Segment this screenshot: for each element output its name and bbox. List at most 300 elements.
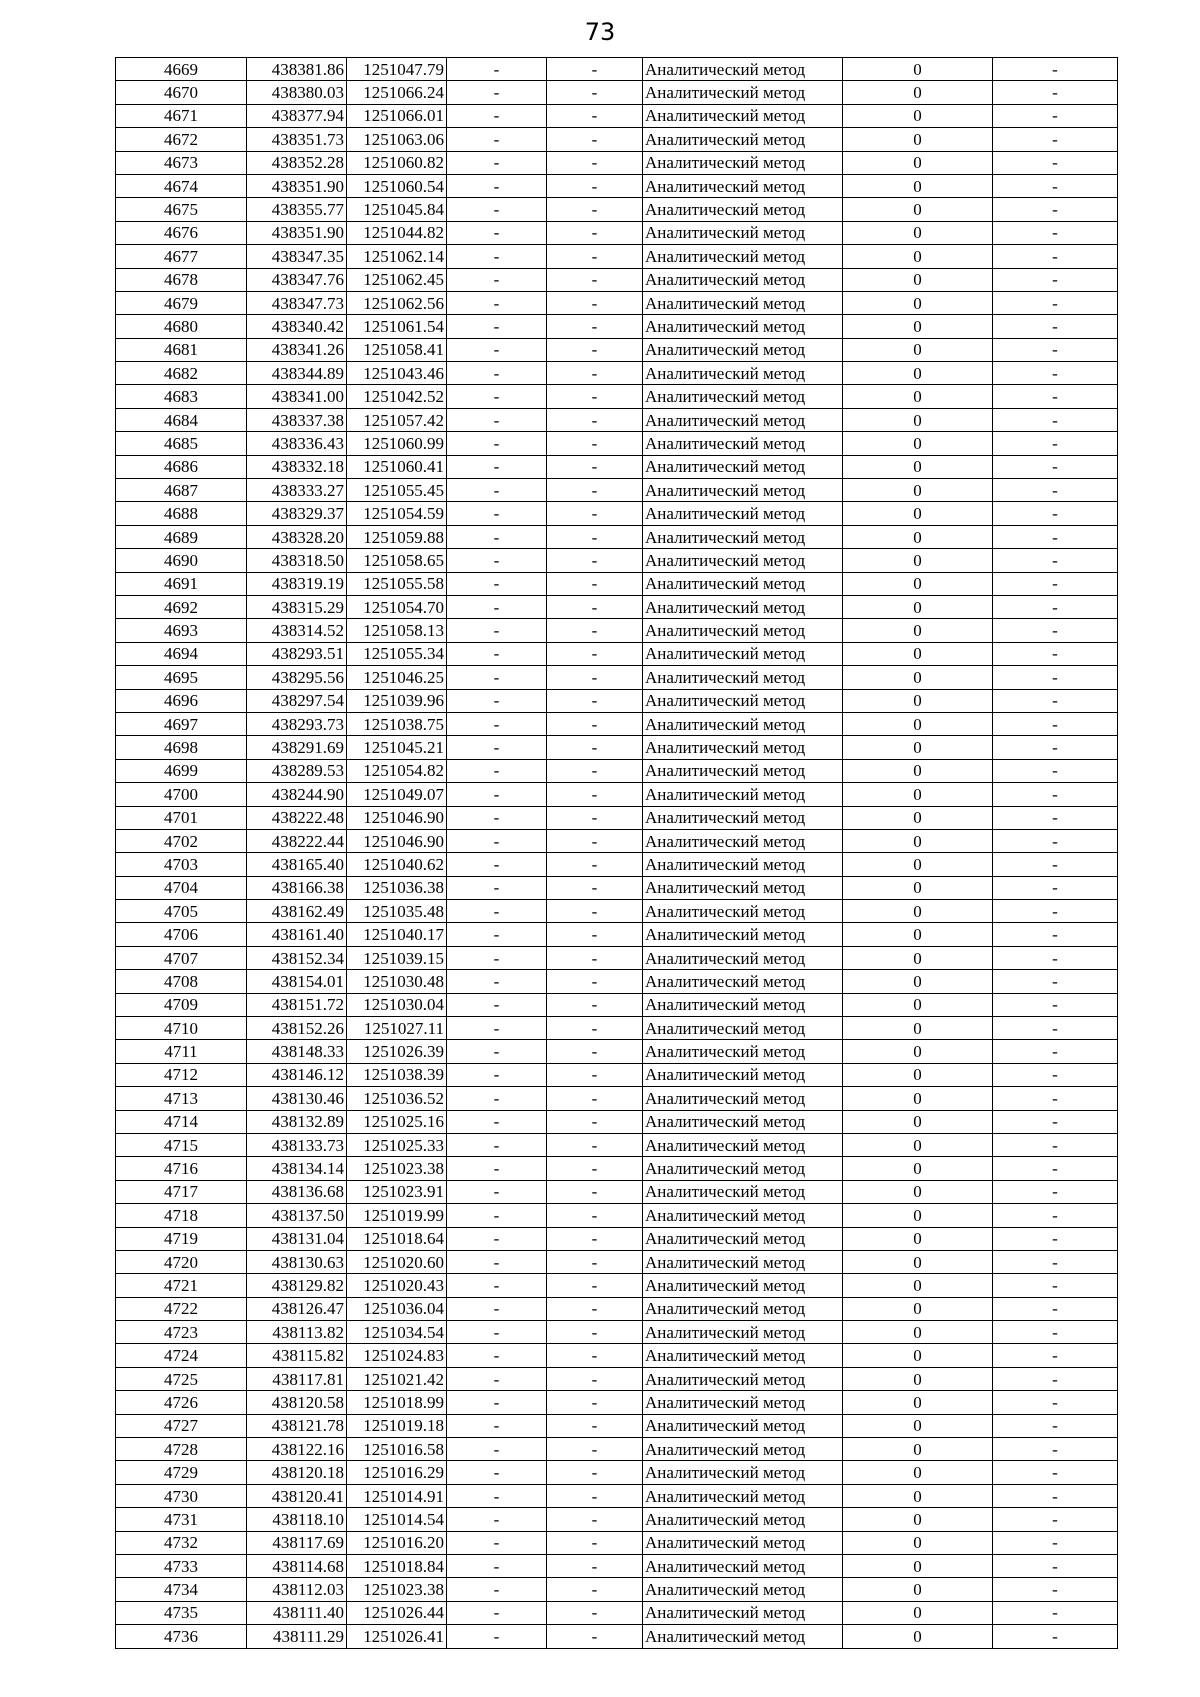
point-number-cell: 4704: [116, 876, 247, 899]
precision-cell: 0: [843, 1063, 993, 1086]
empty-value-cell: -: [547, 502, 643, 525]
y-coordinate-cell: 1251058.41: [347, 338, 447, 361]
empty-value-cell: -: [993, 385, 1118, 408]
empty-value-cell: -: [447, 1204, 547, 1227]
empty-value-cell: -: [993, 1227, 1118, 1250]
point-number-cell: 4697: [116, 712, 247, 735]
empty-value-cell: -: [547, 1484, 643, 1507]
empty-value-cell: -: [547, 1508, 643, 1531]
empty-value-cell: -: [993, 1578, 1118, 1601]
empty-value-cell: -: [447, 338, 547, 361]
empty-value-cell: -: [547, 1180, 643, 1203]
point-number-cell: 4692: [116, 595, 247, 618]
table-row: [116, 1063, 1118, 1086]
empty-value-cell: -: [993, 853, 1118, 876]
precision-cell: 0: [843, 1274, 993, 1297]
table-row: [116, 642, 1118, 665]
method-cell: Аналитический метод: [643, 1157, 843, 1180]
y-coordinate-cell: 1251054.59: [347, 502, 447, 525]
point-number-cell: 4679: [116, 291, 247, 314]
x-coordinate-cell: 438165.40: [247, 853, 347, 876]
precision-cell: 0: [843, 81, 993, 104]
precision-cell: 0: [843, 1414, 993, 1437]
empty-value-cell: -: [993, 923, 1118, 946]
method-cell: Аналитический метод: [643, 853, 843, 876]
method-cell: Аналитический метод: [643, 58, 843, 81]
point-number-cell: 4732: [116, 1531, 247, 1554]
table-row: [116, 1391, 1118, 1414]
x-coordinate-cell: 438126.47: [247, 1297, 347, 1320]
table-row: [116, 666, 1118, 689]
y-coordinate-cell: 1251057.42: [347, 408, 447, 431]
method-cell: Аналитический метод: [643, 806, 843, 829]
empty-value-cell: -: [993, 595, 1118, 618]
empty-value-cell: -: [447, 104, 547, 127]
x-coordinate-cell: 438112.03: [247, 1578, 347, 1601]
point-number-cell: 4698: [116, 736, 247, 759]
empty-value-cell: -: [547, 642, 643, 665]
empty-value-cell: -: [993, 221, 1118, 244]
precision-cell: 0: [843, 1391, 993, 1414]
point-number-cell: 4736: [116, 1625, 247, 1648]
empty-value-cell: -: [993, 1063, 1118, 1086]
point-number-cell: 4680: [116, 315, 247, 338]
method-cell: Аналитический метод: [643, 549, 843, 572]
x-coordinate-cell: 438131.04: [247, 1227, 347, 1250]
empty-value-cell: -: [447, 1461, 547, 1484]
x-coordinate-cell: 438133.73: [247, 1133, 347, 1156]
empty-value-cell: -: [447, 829, 547, 852]
table-row: [116, 291, 1118, 314]
empty-value-cell: -: [547, 455, 643, 478]
y-coordinate-cell: 1251014.54: [347, 1508, 447, 1531]
empty-value-cell: -: [993, 1040, 1118, 1063]
y-coordinate-cell: 1251058.13: [347, 619, 447, 642]
method-cell: Аналитический метод: [643, 1110, 843, 1133]
x-coordinate-cell: 438329.37: [247, 502, 347, 525]
method-cell: Аналитический метод: [643, 151, 843, 174]
x-coordinate-cell: 438315.29: [247, 595, 347, 618]
empty-value-cell: -: [547, 619, 643, 642]
empty-value-cell: -: [447, 1438, 547, 1461]
x-coordinate-cell: 438162.49: [247, 900, 347, 923]
method-cell: Аналитический метод: [643, 81, 843, 104]
precision-cell: 0: [843, 1625, 993, 1648]
x-coordinate-cell: 438347.76: [247, 268, 347, 291]
table-row: [116, 502, 1118, 525]
method-cell: Аналитический метод: [643, 1438, 843, 1461]
x-coordinate-cell: 438351.90: [247, 174, 347, 197]
table-row: [116, 689, 1118, 712]
empty-value-cell: -: [447, 1321, 547, 1344]
point-number-cell: 4694: [116, 642, 247, 665]
table-row: [116, 806, 1118, 829]
point-number-cell: 4689: [116, 525, 247, 548]
table-row: [116, 993, 1118, 1016]
y-coordinate-cell: 1251018.84: [347, 1555, 447, 1578]
method-cell: Аналитический метод: [643, 689, 843, 712]
precision-cell: 0: [843, 1227, 993, 1250]
empty-value-cell: -: [447, 642, 547, 665]
y-coordinate-cell: 1251035.48: [347, 900, 447, 923]
table-row: [116, 1157, 1118, 1180]
point-number-cell: 4699: [116, 759, 247, 782]
empty-value-cell: -: [447, 572, 547, 595]
empty-value-cell: -: [447, 1508, 547, 1531]
point-number-cell: 4681: [116, 338, 247, 361]
y-coordinate-cell: 1251018.64: [347, 1227, 447, 1250]
point-number-cell: 4710: [116, 1017, 247, 1040]
empty-value-cell: -: [547, 1391, 643, 1414]
y-coordinate-cell: 1251016.58: [347, 1438, 447, 1461]
precision-cell: 0: [843, 58, 993, 81]
precision-cell: 0: [843, 245, 993, 268]
method-cell: Аналитический метод: [643, 1087, 843, 1110]
method-cell: Аналитический метод: [643, 128, 843, 151]
empty-value-cell: -: [547, 876, 643, 899]
x-coordinate-cell: 438111.40: [247, 1601, 347, 1624]
empty-value-cell: -: [993, 174, 1118, 197]
point-number-cell: 4726: [116, 1391, 247, 1414]
precision-cell: 0: [843, 759, 993, 782]
precision-cell: 0: [843, 689, 993, 712]
x-coordinate-cell: 438222.44: [247, 829, 347, 852]
table-row: [116, 1344, 1118, 1367]
table-row: [116, 58, 1118, 81]
empty-value-cell: -: [993, 993, 1118, 1016]
table-row: [116, 128, 1118, 151]
table-row: [116, 1040, 1118, 1063]
x-coordinate-cell: 438344.89: [247, 362, 347, 385]
method-cell: Аналитический метод: [643, 876, 843, 899]
y-coordinate-cell: 1251062.14: [347, 245, 447, 268]
point-number-cell: 4706: [116, 923, 247, 946]
x-coordinate-cell: 438134.14: [247, 1157, 347, 1180]
empty-value-cell: -: [993, 900, 1118, 923]
precision-cell: 0: [843, 736, 993, 759]
point-number-cell: 4676: [116, 221, 247, 244]
table-row: [116, 946, 1118, 969]
empty-value-cell: -: [993, 829, 1118, 852]
point-number-cell: 4720: [116, 1250, 247, 1273]
point-number-cell: 4687: [116, 479, 247, 502]
empty-value-cell: -: [993, 1180, 1118, 1203]
table-row: [116, 104, 1118, 127]
precision-cell: 0: [843, 1297, 993, 1320]
empty-value-cell: -: [547, 525, 643, 548]
empty-value-cell: -: [547, 736, 643, 759]
precision-cell: 0: [843, 946, 993, 969]
x-coordinate-cell: 438154.01: [247, 970, 347, 993]
empty-value-cell: -: [547, 1531, 643, 1554]
table-row: [116, 783, 1118, 806]
precision-cell: 0: [843, 338, 993, 361]
table-row: [116, 362, 1118, 385]
x-coordinate-cell: 438336.43: [247, 432, 347, 455]
empty-value-cell: -: [447, 736, 547, 759]
y-coordinate-cell: 1251066.24: [347, 81, 447, 104]
x-coordinate-cell: 438130.46: [247, 1087, 347, 1110]
precision-cell: 0: [843, 1180, 993, 1203]
empty-value-cell: -: [547, 900, 643, 923]
y-coordinate-cell: 1251061.54: [347, 315, 447, 338]
empty-value-cell: -: [547, 1110, 643, 1133]
empty-value-cell: -: [547, 549, 643, 572]
empty-value-cell: -: [447, 315, 547, 338]
precision-cell: 0: [843, 432, 993, 455]
table-row: [116, 385, 1118, 408]
precision-cell: 0: [843, 268, 993, 291]
empty-value-cell: -: [993, 806, 1118, 829]
precision-cell: 0: [843, 1110, 993, 1133]
point-number-cell: 4669: [116, 58, 247, 81]
empty-value-cell: -: [993, 1110, 1118, 1133]
empty-value-cell: -: [447, 1180, 547, 1203]
empty-value-cell: -: [547, 1344, 643, 1367]
y-coordinate-cell: 1251060.82: [347, 151, 447, 174]
precision-cell: 0: [843, 525, 993, 548]
empty-value-cell: -: [547, 104, 643, 127]
point-number-cell: 4691: [116, 572, 247, 595]
empty-value-cell: -: [993, 58, 1118, 81]
point-number-cell: 4693: [116, 619, 247, 642]
point-number-cell: 4733: [116, 1555, 247, 1578]
table-row: [116, 829, 1118, 852]
empty-value-cell: -: [447, 876, 547, 899]
table-row: [116, 1578, 1118, 1601]
precision-cell: 0: [843, 479, 993, 502]
method-cell: Аналитический метод: [643, 1297, 843, 1320]
point-number-cell: 4695: [116, 666, 247, 689]
point-number-cell: 4711: [116, 1040, 247, 1063]
empty-value-cell: -: [447, 1484, 547, 1507]
y-coordinate-cell: 1251038.39: [347, 1063, 447, 1086]
y-coordinate-cell: 1251018.99: [347, 1391, 447, 1414]
empty-value-cell: -: [447, 198, 547, 221]
point-number-cell: 4685: [116, 432, 247, 455]
table-row: [116, 1087, 1118, 1110]
table-row: [116, 853, 1118, 876]
empty-value-cell: -: [547, 1578, 643, 1601]
table-row: [116, 1438, 1118, 1461]
coordinates-table: [115, 57, 1118, 1649]
precision-cell: 0: [843, 1461, 993, 1484]
x-coordinate-cell: 438121.78: [247, 1414, 347, 1437]
y-coordinate-cell: 1251055.45: [347, 479, 447, 502]
point-number-cell: 4682: [116, 362, 247, 385]
precision-cell: 0: [843, 1204, 993, 1227]
x-coordinate-cell: 438111.29: [247, 1625, 347, 1648]
table-row: [116, 1367, 1118, 1390]
table-row: [116, 174, 1118, 197]
method-cell: Аналитический метод: [643, 362, 843, 385]
table-row: [116, 923, 1118, 946]
y-coordinate-cell: 1251019.99: [347, 1204, 447, 1227]
y-coordinate-cell: 1251060.99: [347, 432, 447, 455]
empty-value-cell: -: [993, 572, 1118, 595]
precision-cell: 0: [843, 1601, 993, 1624]
x-coordinate-cell: 438120.58: [247, 1391, 347, 1414]
empty-value-cell: -: [447, 783, 547, 806]
empty-value-cell: -: [547, 174, 643, 197]
method-cell: Аналитический метод: [643, 291, 843, 314]
y-coordinate-cell: 1251036.52: [347, 1087, 447, 1110]
method-cell: Аналитический метод: [643, 245, 843, 268]
empty-value-cell: -: [547, 712, 643, 735]
table-row: [116, 221, 1118, 244]
method-cell: Аналитический метод: [643, 1531, 843, 1554]
point-number-cell: 4701: [116, 806, 247, 829]
table-row: [116, 619, 1118, 642]
empty-value-cell: -: [547, 1250, 643, 1273]
empty-value-cell: -: [447, 1274, 547, 1297]
table-row: [116, 595, 1118, 618]
empty-value-cell: -: [993, 455, 1118, 478]
method-cell: Аналитический метод: [643, 1274, 843, 1297]
method-cell: Аналитический метод: [643, 993, 843, 1016]
x-coordinate-cell: 438166.38: [247, 876, 347, 899]
table-row: [116, 1110, 1118, 1133]
point-number-cell: 4709: [116, 993, 247, 1016]
x-coordinate-cell: 438380.03: [247, 81, 347, 104]
precision-cell: 0: [843, 198, 993, 221]
empty-value-cell: -: [547, 923, 643, 946]
y-coordinate-cell: 1251058.65: [347, 549, 447, 572]
x-coordinate-cell: 438381.86: [247, 58, 347, 81]
point-number-cell: 4717: [116, 1180, 247, 1203]
empty-value-cell: -: [993, 502, 1118, 525]
empty-value-cell: -: [447, 1133, 547, 1156]
point-number-cell: 4700: [116, 783, 247, 806]
precision-cell: 0: [843, 1531, 993, 1554]
point-number-cell: 4725: [116, 1367, 247, 1390]
point-number-cell: 4713: [116, 1087, 247, 1110]
table-row: [116, 759, 1118, 782]
table-row: [116, 1461, 1118, 1484]
empty-value-cell: -: [447, 923, 547, 946]
method-cell: Аналитический метод: [643, 946, 843, 969]
x-coordinate-cell: 438337.38: [247, 408, 347, 431]
precision-cell: 0: [843, 1555, 993, 1578]
x-coordinate-cell: 438148.33: [247, 1040, 347, 1063]
precision-cell: 0: [843, 362, 993, 385]
table-row: [116, 245, 1118, 268]
precision-cell: 0: [843, 128, 993, 151]
empty-value-cell: -: [447, 1157, 547, 1180]
table-row: [116, 572, 1118, 595]
page-number: 73: [584, 18, 616, 46]
table-row: [116, 876, 1118, 899]
method-cell: Аналитический метод: [643, 1508, 843, 1531]
method-cell: Аналитический метод: [643, 1321, 843, 1344]
empty-value-cell: -: [547, 315, 643, 338]
method-cell: Аналитический метод: [643, 268, 843, 291]
y-coordinate-cell: 1251046.25: [347, 666, 447, 689]
empty-value-cell: -: [993, 1344, 1118, 1367]
empty-value-cell: -: [447, 1227, 547, 1250]
table-row: [116, 736, 1118, 759]
empty-value-cell: -: [447, 595, 547, 618]
y-coordinate-cell: 1251049.07: [347, 783, 447, 806]
precision-cell: 0: [843, 315, 993, 338]
method-cell: Аналитический метод: [643, 783, 843, 806]
precision-cell: 0: [843, 712, 993, 735]
empty-value-cell: -: [547, 268, 643, 291]
method-cell: Аналитический метод: [643, 1344, 843, 1367]
precision-cell: 0: [843, 1367, 993, 1390]
method-cell: Аналитический метод: [643, 1461, 843, 1484]
point-number-cell: 4721: [116, 1274, 247, 1297]
y-coordinate-cell: 1251060.41: [347, 455, 447, 478]
y-coordinate-cell: 1251066.01: [347, 104, 447, 127]
empty-value-cell: -: [993, 1017, 1118, 1040]
empty-value-cell: -: [993, 128, 1118, 151]
precision-cell: 0: [843, 806, 993, 829]
x-coordinate-cell: 438355.77: [247, 198, 347, 221]
x-coordinate-cell: 438297.54: [247, 689, 347, 712]
point-number-cell: 4673: [116, 151, 247, 174]
y-coordinate-cell: 1251040.17: [347, 923, 447, 946]
empty-value-cell: -: [547, 572, 643, 595]
empty-value-cell: -: [547, 198, 643, 221]
empty-value-cell: -: [993, 1157, 1118, 1180]
method-cell: Аналитический метод: [643, 1250, 843, 1273]
y-coordinate-cell: 1251016.20: [347, 1531, 447, 1554]
x-coordinate-cell: 438291.69: [247, 736, 347, 759]
method-cell: Аналитический метод: [643, 923, 843, 946]
point-number-cell: 4670: [116, 81, 247, 104]
y-coordinate-cell: 1251055.34: [347, 642, 447, 665]
method-cell: Аналитический метод: [643, 759, 843, 782]
empty-value-cell: -: [993, 245, 1118, 268]
x-coordinate-cell: 438351.73: [247, 128, 347, 151]
x-coordinate-cell: 438318.50: [247, 549, 347, 572]
method-cell: Аналитический метод: [643, 642, 843, 665]
table-row: [116, 81, 1118, 104]
y-coordinate-cell: 1251043.46: [347, 362, 447, 385]
empty-value-cell: -: [447, 993, 547, 1016]
empty-value-cell: -: [547, 1601, 643, 1624]
precision-cell: 0: [843, 1017, 993, 1040]
empty-value-cell: -: [547, 1204, 643, 1227]
table-row: [116, 1274, 1118, 1297]
empty-value-cell: -: [547, 595, 643, 618]
table-row: [116, 1017, 1118, 1040]
empty-value-cell: -: [547, 81, 643, 104]
empty-value-cell: -: [447, 619, 547, 642]
y-coordinate-cell: 1251047.79: [347, 58, 447, 81]
y-coordinate-cell: 1251046.90: [347, 829, 447, 852]
empty-value-cell: -: [447, 1367, 547, 1390]
precision-cell: 0: [843, 174, 993, 197]
precision-cell: 0: [843, 993, 993, 1016]
table-row: [116, 432, 1118, 455]
empty-value-cell: -: [993, 970, 1118, 993]
precision-cell: 0: [843, 1578, 993, 1601]
point-number-cell: 4677: [116, 245, 247, 268]
x-coordinate-cell: 438295.56: [247, 666, 347, 689]
method-cell: Аналитический метод: [643, 736, 843, 759]
empty-value-cell: -: [447, 1578, 547, 1601]
precision-cell: 0: [843, 642, 993, 665]
y-coordinate-cell: 1251020.60: [347, 1250, 447, 1273]
method-cell: Аналитический метод: [643, 455, 843, 478]
empty-value-cell: -: [993, 876, 1118, 899]
method-cell: Аналитический метод: [643, 1484, 843, 1507]
x-coordinate-cell: 438117.69: [247, 1531, 347, 1554]
precision-cell: 0: [843, 385, 993, 408]
empty-value-cell: -: [447, 1391, 547, 1414]
